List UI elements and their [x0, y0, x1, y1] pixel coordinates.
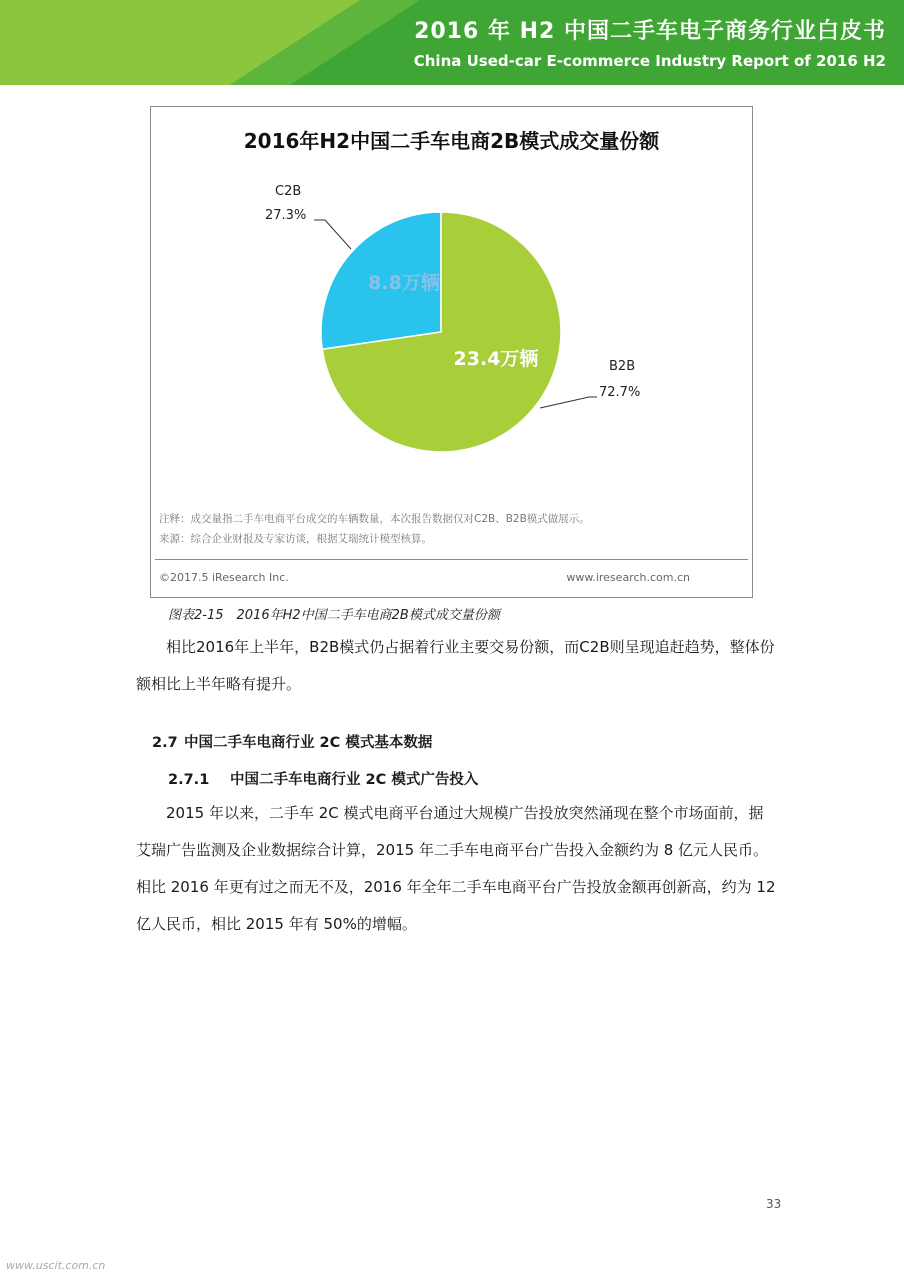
chart-title: 2016年H2中国二手车电商2B模式成交量份额	[243, 129, 660, 153]
leader-line-b2b	[540, 397, 597, 408]
page-number: 33	[766, 1197, 782, 1211]
percent-label-c2b: 27.3%	[265, 208, 307, 223]
report-subtitle: China Used-car E-commerce Industry Report of 2016 H2	[413, 52, 886, 70]
series-name-b2b: B2B	[609, 359, 636, 374]
section-title: 中国二手车电商行业 2C 模式基本数据	[184, 735, 433, 751]
pie-chart-figure	[150, 106, 753, 598]
report-title: 2016 年 H2 中国二手车电子商务行业白皮书	[414, 19, 886, 44]
subsection-number: 2.7.1	[168, 772, 210, 788]
series-name-c2b: C2B	[275, 184, 302, 199]
website-text: www.iresearch.com.cn	[566, 571, 690, 584]
percent-label-b2b: 72.7%	[599, 385, 641, 400]
copyright: ©2017.5 iResearch Inc.	[159, 571, 289, 584]
body-paragraph-2: 2015 年以来，二手车 2C 模式电商平台通过大规模广告投放突然涌现在整个市场面前，据艾瑞广告监测及企业数据综合计算，2015 年二手车电商平台广告投入金额约为 8 亿元人民币。相比 2016 年更有过之而无不及，2016 年全年二手车电商平台广告投放金额再创新高，约为 12 亿人民币，相比 2015 年有 50%的增幅。	[136, 804, 776, 933]
watermark-text: www.uscit.com.cn	[6, 1259, 106, 1272]
figure-caption: 图表2-15 2016年H2中国二手车电商2B模式成交量份额	[168, 608, 500, 623]
divider	[155, 559, 748, 560]
slice-value-label-b2b: 23.4万辆	[453, 348, 539, 370]
body-paragraph-1: 相比2016年上半年，B2B模式仍占据着行业主要交易份额，而C2B则呈现追赶趋势，整体份额相比上半年略有提升。	[136, 638, 775, 693]
chart-note: 注释：成交量指二手车电商平台成交的车辆数量，本次报告数据仅对C2B、B2B模式做展示。	[159, 513, 590, 525]
chart-source: 来源：综合企业财报及专家访谈，根据艾瑞统计模型核算。	[159, 533, 432, 545]
leader-line-c2b	[314, 220, 351, 249]
section-number: 2.7	[152, 735, 178, 751]
subsection-heading	[168, 768, 478, 789]
slice-value-label-c2b: 8.8万辆	[368, 272, 440, 294]
subsection-title: 中国二手车电商行业 2C 模式广告投入	[230, 772, 479, 788]
section-heading	[152, 731, 432, 752]
